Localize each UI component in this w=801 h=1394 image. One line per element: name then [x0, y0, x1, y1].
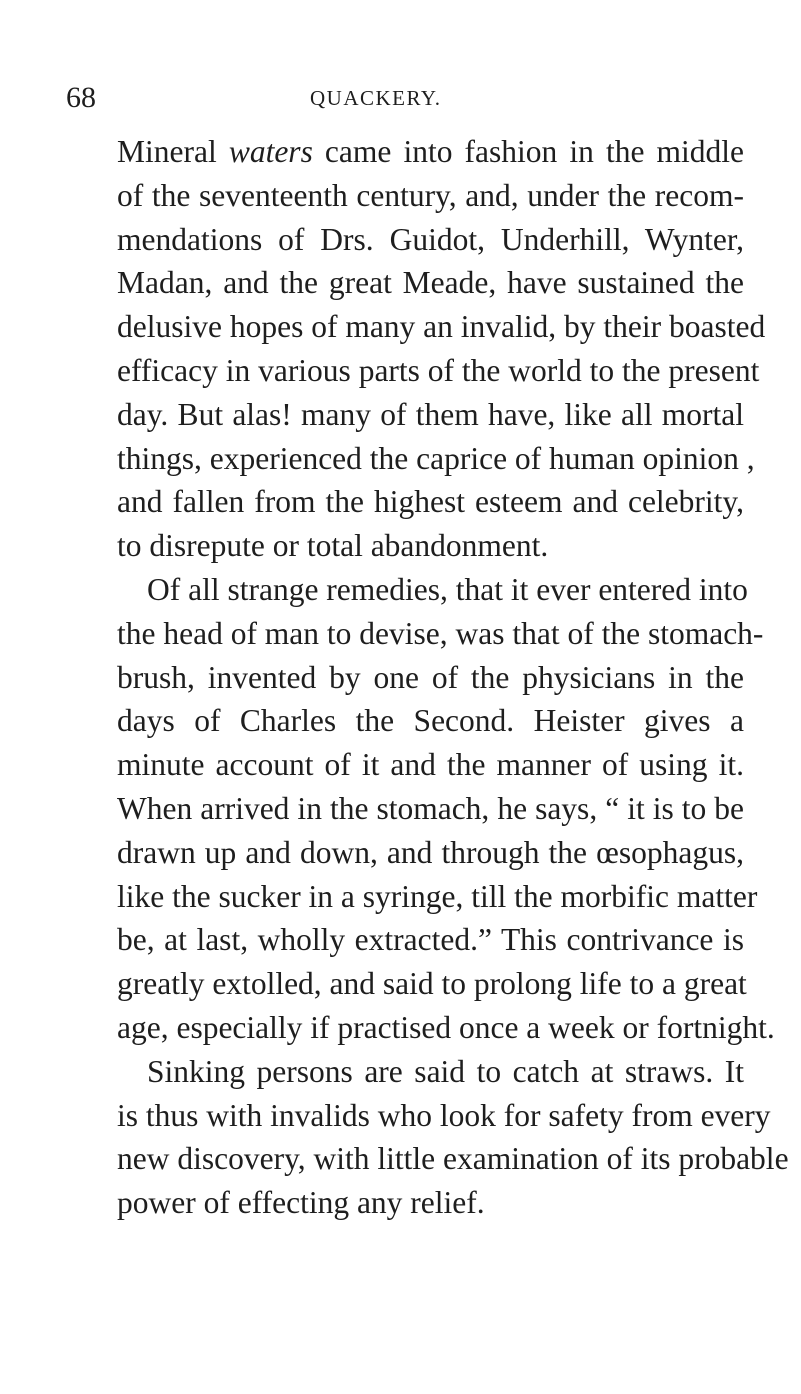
paragraph-sinking-persons	[117, 1050, 789, 1225]
text-line: and fallen from the highest esteem and celebrity,	[117, 484, 744, 520]
text-line: to disrepute or total abandonment.	[117, 528, 549, 564]
text-line: day. But alas! many of them have, like all mortal	[117, 396, 744, 432]
text-line: efficacy in various parts of the world to the present	[117, 352, 760, 388]
emphasis-waters: waters	[228, 134, 313, 169]
body-text	[117, 130, 789, 1225]
running-title: QUACKERY.	[310, 86, 442, 110]
text-line: greatly extolled, and said to prolong life to a great	[117, 966, 747, 1002]
text-line: delusive hopes of many an invalid, by their boasted	[117, 309, 766, 345]
text-line: drawn up and down, and through the œsophagus,	[117, 834, 744, 870]
text-line: minute account of it and the manner of using it.	[117, 747, 744, 783]
text-line: like the sucker in a syringe, till the morbific matter	[117, 878, 758, 914]
text-line: power of effecting any relief.	[117, 1185, 485, 1221]
text-line: brush, invented by one of the physicians in the	[117, 659, 744, 695]
running-head	[66, 78, 736, 118]
text-line: Madan, and the great Meade, have sustained the	[117, 265, 744, 301]
text-line: mendations of Drs. Guidot, Underhill, Wynter,	[117, 221, 744, 257]
text-line: age, especially if practised once a week or fortnight.	[117, 1009, 775, 1045]
text-line: be, at last, wholly extracted.” This contrivance is	[117, 922, 744, 958]
page-number: 68	[66, 81, 96, 114]
text-line: the head of man to devise, was that of the stomach-	[117, 615, 764, 651]
text-line: Of all strange remedies, that it ever entered into	[147, 571, 748, 607]
paragraph-mineral-waters	[117, 130, 766, 568]
text-line: is thus with invalids who look for safety from every	[117, 1097, 771, 1133]
text-line: of the seventeenth century, and, under the recom-	[117, 177, 744, 213]
text-line: Mineral waters came into fashion in the middle	[117, 134, 745, 169]
text-line: new discovery, with little examination of its probable	[117, 1141, 789, 1177]
text-line: Sinking persons are said to catch at straws. It	[147, 1053, 744, 1089]
text-line: things, experienced the caprice of human opinion ,	[117, 440, 755, 476]
paragraph-stomach-brush	[117, 568, 775, 1050]
text-line: days of Charles the Second. Heister gives a	[117, 703, 744, 739]
text-line: When arrived in the stomach, he says, “ it is to be	[117, 790, 744, 826]
